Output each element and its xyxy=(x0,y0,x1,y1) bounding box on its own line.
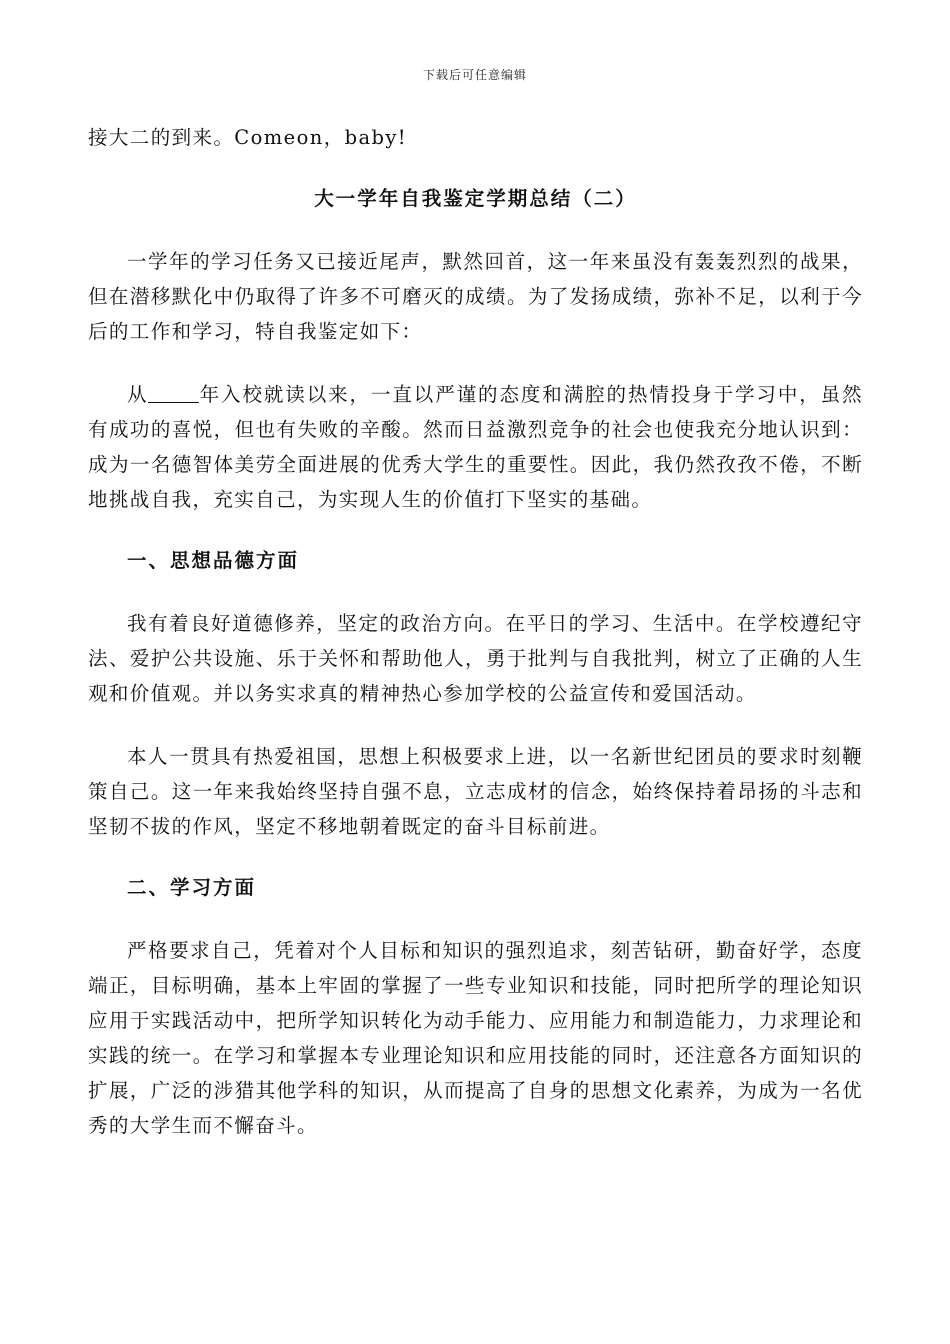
header-note: 下载后可任意编辑 xyxy=(422,68,527,82)
study-paragraph-1: 严格要求自己，凭着对个人目标和知识的强烈追求，刻苦钻研，勤奋好学，态度端正，目标明确，基本上牢固的掌握了一些专业知识和技能，同时把所学的理论知识应用于实践活动中，把所学知识转化为动手能力、应用能力和制造能力，力求理论和实践的统一。在学习和掌握本专业理论知识和应用技能的同时，还注意各方面知识的扩展，广泛的涉猎其他学科的知识，从而提高了自身的思想文化素养，为成为一名优秀的大学生而不懈奋斗。 xyxy=(88,939,863,1137)
section-heading-study: 二、学习方面 xyxy=(127,876,257,899)
document-body xyxy=(88,120,863,1143)
lead-line: 接大二的到来。Comeon，baby! xyxy=(88,126,408,149)
year-blank xyxy=(148,384,199,403)
intro-paragraph: 一学年的学习任务又已接近尾声，默然回首，这一年来虽没有轰轰烈烈的战果，但在潜移默化中仍取得了许多不可磨灭的成绩。为了发扬成绩，弥补不足，以利于今后的工作和学习，特自我鉴定如下： xyxy=(88,250,863,343)
enrollment-paragraph xyxy=(88,377,863,517)
morality-paragraph-2: 本人一贯具有热爱祖国，思想上积极要求上进，以一名新世纪团员的要求时刻鞭策自己。这一年来我始终坚持自强不息，立志成材的信念，始终保持着昂扬的斗志和坚韧不拔的作风，坚定不移地朝着既定的奋斗目标前进。 xyxy=(88,745,863,838)
enrollment-prefix: 从 xyxy=(127,383,149,406)
morality-paragraph-1: 我有着良好道德修养，坚定的政治方向。在平日的学习、生活中。在学校遵纪守法、爱护公共设施、乐于关怀和帮助他人，勇于批判与自我批判，树立了正确的人生观和价值观。并以务实求真的精神热心参加学校的公益宣传和爱国活动。 xyxy=(88,612,863,705)
enrollment-text: 年入校就读以来，一直以严谨的态度和满腔的热情投身于学习中，虽然有成功的喜悦，但也有失败的辛酸。然而日益激烈竞争的社会也使我充分地认识到：成为一名德智体美劳全面进展的优秀大学生的重要性。因此，我仍然孜孜不倦，不断地挑战自我，充实自己，为实现人生的价值打下坚实的基础。 xyxy=(88,383,863,511)
document-title: 大一学年自我鉴定学期总结（二） xyxy=(314,187,637,210)
section-heading-morality: 一、思想品德方面 xyxy=(127,549,300,572)
